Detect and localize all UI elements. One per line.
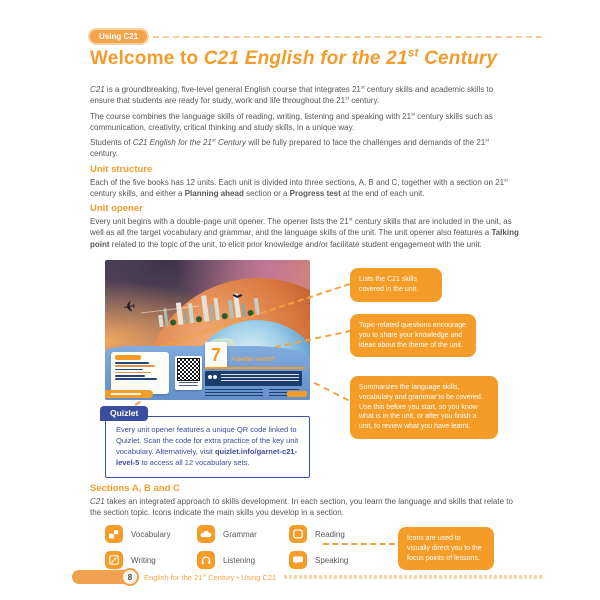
callout-summary: Summarizes the language skills, vocabulary and grammar to be covered. Use this before you start, so you know what is in the unit, or after you finish a unit, to review what you have learnt.	[350, 376, 498, 439]
sections-paragraph: C21 takes an integrated approach to skills development. In each section, you learn the language and skills that relate to the section topic. Icons indicate the main skills you develop in a section.	[90, 497, 513, 518]
callout-icons: Icons are used to visually direct you to the focus points of lessons.	[398, 527, 494, 570]
sections-heading: Sections A, B and C	[90, 483, 180, 494]
skill-vocabulary	[105, 521, 197, 547]
skills-legend	[90, 521, 538, 573]
book-icon	[289, 525, 307, 543]
header-rule	[153, 36, 542, 38]
unit-opener-heading: Unit opener	[90, 203, 143, 214]
skill-label: Listening	[223, 555, 256, 565]
unit-number-card: 7	[205, 342, 227, 368]
skills-info-card	[111, 352, 169, 394]
connector-line	[323, 543, 395, 545]
skill-grammar	[197, 521, 289, 547]
card-header-pill	[115, 355, 141, 360]
unit-structure-heading: Unit structure	[90, 164, 153, 175]
placeholder-text-lines	[221, 374, 299, 383]
unit-opener-paragraph: Every unit begins with a double-page unit opener. The opener lists the 21st century skills that are included in the unit, as well as all the target vocabulary and grammar, and the language skills of the unit. The unit opener also features a Talking point related to the topic of the unit, to elicit prior knowledge and/or facilitate student engagement with the unit.	[90, 217, 519, 249]
skill-label: Reading	[315, 529, 345, 539]
blocks-icon	[105, 525, 123, 543]
skills-grid	[105, 521, 395, 573]
skill-label: Writing	[131, 555, 156, 565]
unit-structure-paragraph: Each of the five books has 12 units. Each unit is divided into three sections, A, B and C, together with a section on 21st century skills, and either a Planning ahead section or a Progress test at the end of each unit.	[90, 178, 508, 199]
callout-topic: Topic-related questions encourage you to share your knowledge and ideas about the theme of the unit.	[350, 314, 476, 357]
skill-label: Grammar	[223, 529, 257, 539]
quizlet-tab: Quizlet	[100, 406, 148, 421]
footer-label: English for the 21st Century • Using C21	[144, 572, 277, 582]
artwork-footer-tab-left	[105, 390, 153, 398]
unit-title-text: A better world?	[231, 357, 275, 363]
talking-point-strip	[205, 371, 302, 386]
skill-label: Speaking	[315, 555, 349, 565]
qr-code-card	[175, 356, 202, 390]
intro-paragraph-1: C21 is a groundbreaking, five-level general English course that integrates 21st century skills and academic skills to ensure that students are ready for study, work and life throughout the 21st century.	[90, 85, 494, 106]
unit-opener-figure	[90, 258, 538, 482]
placeholder-text-lines	[205, 389, 263, 398]
cloud-icon	[197, 525, 215, 543]
placeholder-text-lines	[179, 382, 198, 388]
headphones-icon	[197, 551, 215, 569]
section-tab: Using C21	[88, 28, 149, 45]
callout-skills: Lists the C21 skills covered in the unit.	[350, 268, 442, 302]
qr-code	[177, 358, 200, 381]
page-number-pill	[72, 570, 136, 584]
skill-label: Vocabulary	[131, 529, 171, 539]
page-footer	[72, 568, 542, 586]
unit-title-rule	[205, 367, 305, 369]
page-header	[88, 27, 542, 45]
intro-paragraph-2: The course combines the language skills of reading, writing, listening and speaking with 21st century skills such as communication, creativity, critical thinking and study skills, in a unique way.	[90, 112, 493, 133]
quizlet-box: Every unit opener features a unique QR code linked to Quizlet. Scan the code for extra practice of the key unit vocabulary. Alternatively, visit quizlet.info/garnet-c21-level-5 to access all 12 vocabulary sets.	[105, 416, 310, 478]
intro-paragraph-3: Students of C21 English for the 21st Century will be fully prepared to face the challenges and demands of the 21st century.	[90, 138, 490, 159]
speech-bubble-icon	[289, 551, 307, 569]
footer-rule	[284, 575, 542, 579]
page-number: 8	[121, 568, 139, 586]
page-title: Welcome to C21 English for the 21st Century	[90, 46, 498, 69]
pencil-icon	[105, 551, 123, 569]
bird-icon	[233, 293, 243, 299]
people-icon	[208, 375, 218, 383]
artwork-footer-tab-right	[287, 391, 307, 397]
jet-plane-icon: ✈	[121, 298, 138, 317]
